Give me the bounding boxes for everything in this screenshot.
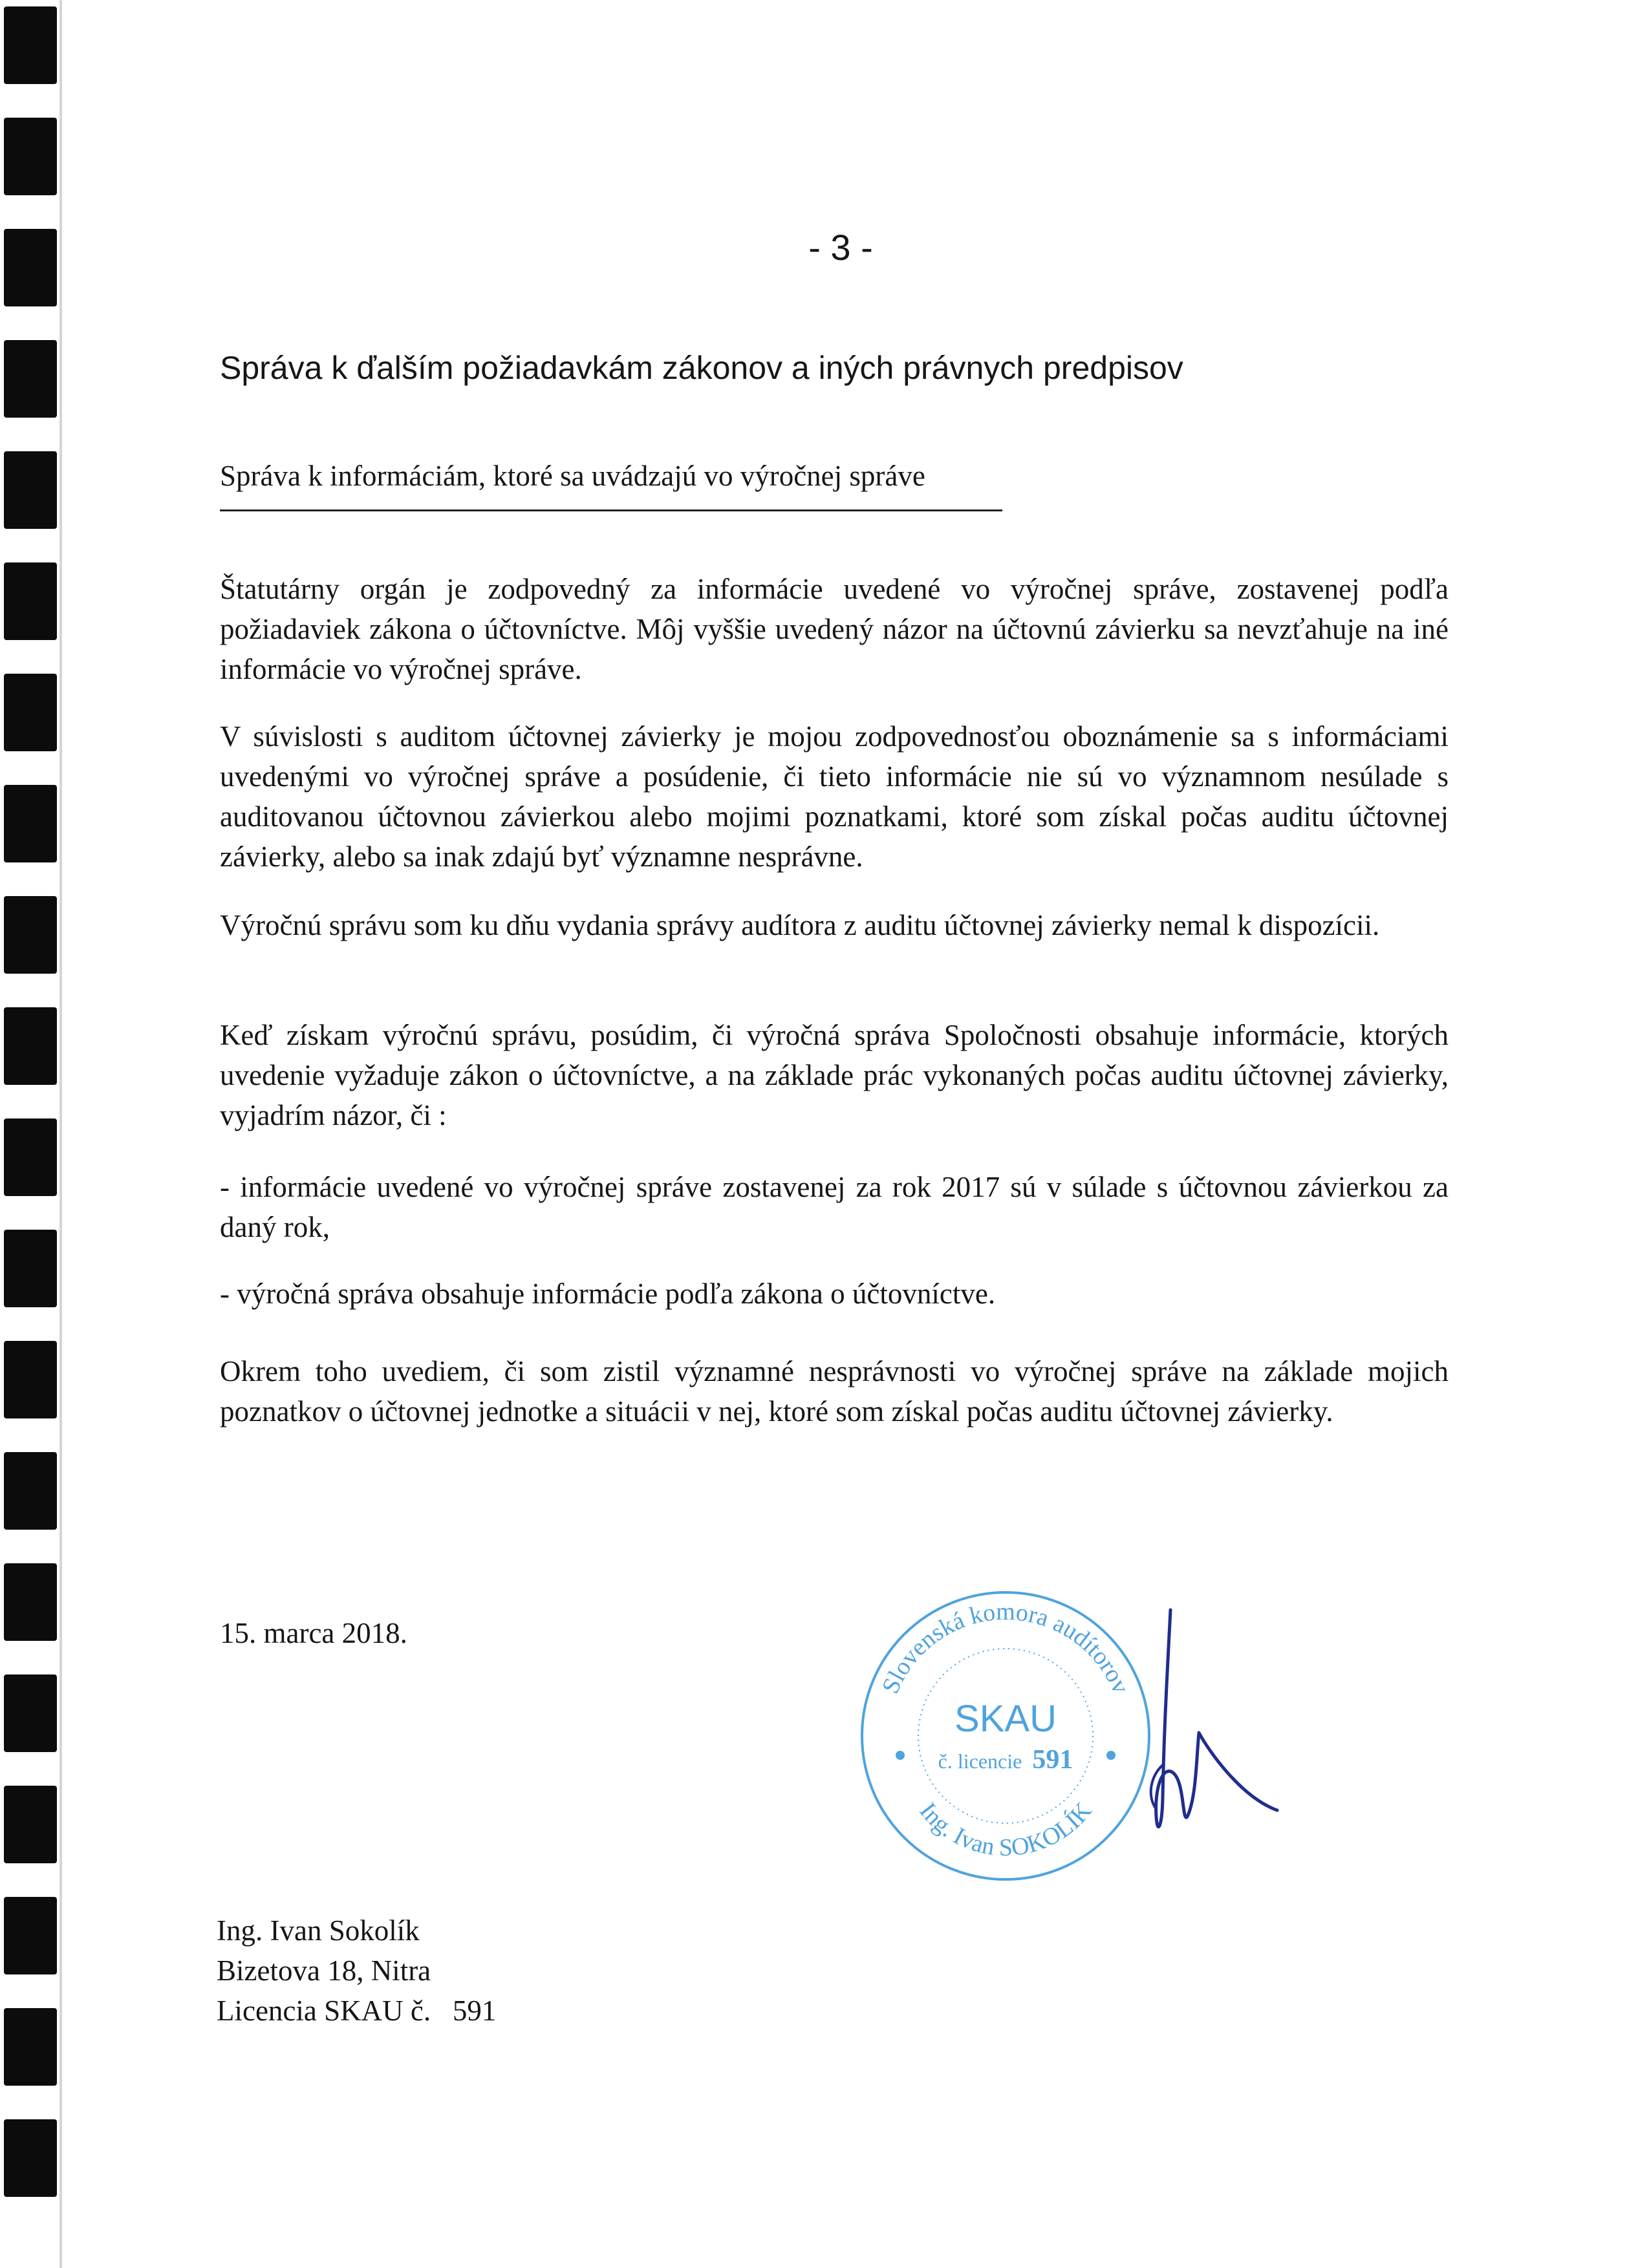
binding-tab: [4, 1563, 57, 1641]
report-date: 15. marca 2018.: [220, 1617, 407, 1649]
stamp-dot-right: [1106, 1751, 1116, 1760]
binding-tab: [4, 118, 57, 195]
binding-tab: [4, 1007, 57, 1085]
binding-tab: [4, 1674, 57, 1752]
stamp-bottom-text: Ing. Ivan SOKOLÍK: [914, 1797, 1097, 1862]
binding-tab: [4, 896, 57, 974]
binding-tab: [4, 1341, 57, 1418]
paragraph-misstatements: Okrem toho uvediem, či som zistil významné nesprávnosti vo výročnej správe na základe mojich poznatkov o účtovnej jednotke a situácii v nej, ktoré som získal počas auditu účtovnej závierky.: [220, 1355, 1449, 1428]
list-item-legal-content: - výročná správa obsahuje informácie podľa zákona o účtovníctve.: [220, 1278, 996, 1310]
list-item-consistency: - informácie uvedené vo výročnej správe zostavenej za rok 2017 sú v súlade s účtovnou závierkou za daný rok,: [220, 1171, 1449, 1243]
stamp-outer-text: Slovenská komora audítorov: [876, 1598, 1135, 1698]
binding-tab: [4, 340, 57, 418]
sub-heading: Správa k informáciám, ktoré sa uvádzajú vo výročnej správe: [220, 459, 1002, 511]
paragraph-report-unavailable: Výročnú správu som ku dňu vydania správy audítora z auditu účtovnej závierky nemal k dispozícii.: [220, 909, 1380, 941]
paragraph-responsibility: Štatutárny orgán je zodpovedný za informácie uvedené vo výročnej správe, zostavenej podľa požiadaviek zákona o účtovníctve. Môj vyššie uvedený názor na účtovnú závierku sa nevzťahuje na iné informácie vo výročnej správe.: [220, 573, 1449, 685]
paragraph-future-opinion: Keď získam výročnú správu, posúdim, či výročná správa Spoločnosti obsahuje informácie, ktorých uvedenie vyžaduje zákon o účtovníctve, a na základe prác vykonaných počas auditu účtovnej závierky, vyjadrím názor, či :: [220, 1019, 1449, 1131]
binding-tab: [4, 1118, 57, 1196]
main-heading: Správa k ďalším požiadavkám zákonov a iných právnych predpisov: [220, 350, 1183, 386]
auditor-stamp: [854, 1584, 1158, 1888]
binding-tab: [4, 1897, 57, 1974]
binding-tab: [4, 1786, 57, 1863]
binding-tab: [4, 674, 57, 751]
binding-tab: [4, 451, 57, 529]
binding-tab: [4, 562, 57, 640]
binding-tab: [4, 1230, 57, 1307]
author-name: Ing. Ivan Sokolík: [217, 1914, 420, 1947]
handwritten-signature: [1145, 1603, 1287, 1843]
binding-rail: [59, 0, 62, 2268]
author-address: Bizetova 18, Nitra: [217, 1954, 431, 1987]
binding-tab: [4, 6, 57, 84]
paragraph-audit-duty: V súvislosti s auditom účtovnej závierky je mojou zodpovednosťou oboznámenie sa s informáciami uvedenými vo výročnej správe a posúdenie, či tieto informácie nie sú vo významnom nesúlade s auditovanou účtovnou závierkou alebo mojimi poznatkami, ktoré som získal počas auditu účtovnej závierky, alebo sa inak zdajú byť významne nesprávne.: [220, 720, 1449, 873]
stamp-dot-left: [896, 1751, 905, 1760]
binding-tab: [4, 1452, 57, 1530]
author-block: [217, 1910, 496, 2031]
spiral-binding: [0, 0, 71, 2268]
stamp-license: č. licencie 591: [938, 1745, 1073, 1775]
page-number: - 3 -: [808, 227, 873, 268]
binding-tab: [4, 785, 57, 862]
binding-tab: [4, 2008, 57, 2086]
author-license: Licencia SKAU č. 591: [217, 1995, 497, 2027]
binding-tab: [4, 2119, 57, 2197]
stamp-center-text: SKAU: [954, 1698, 1057, 1740]
binding-tab: [4, 229, 57, 306]
